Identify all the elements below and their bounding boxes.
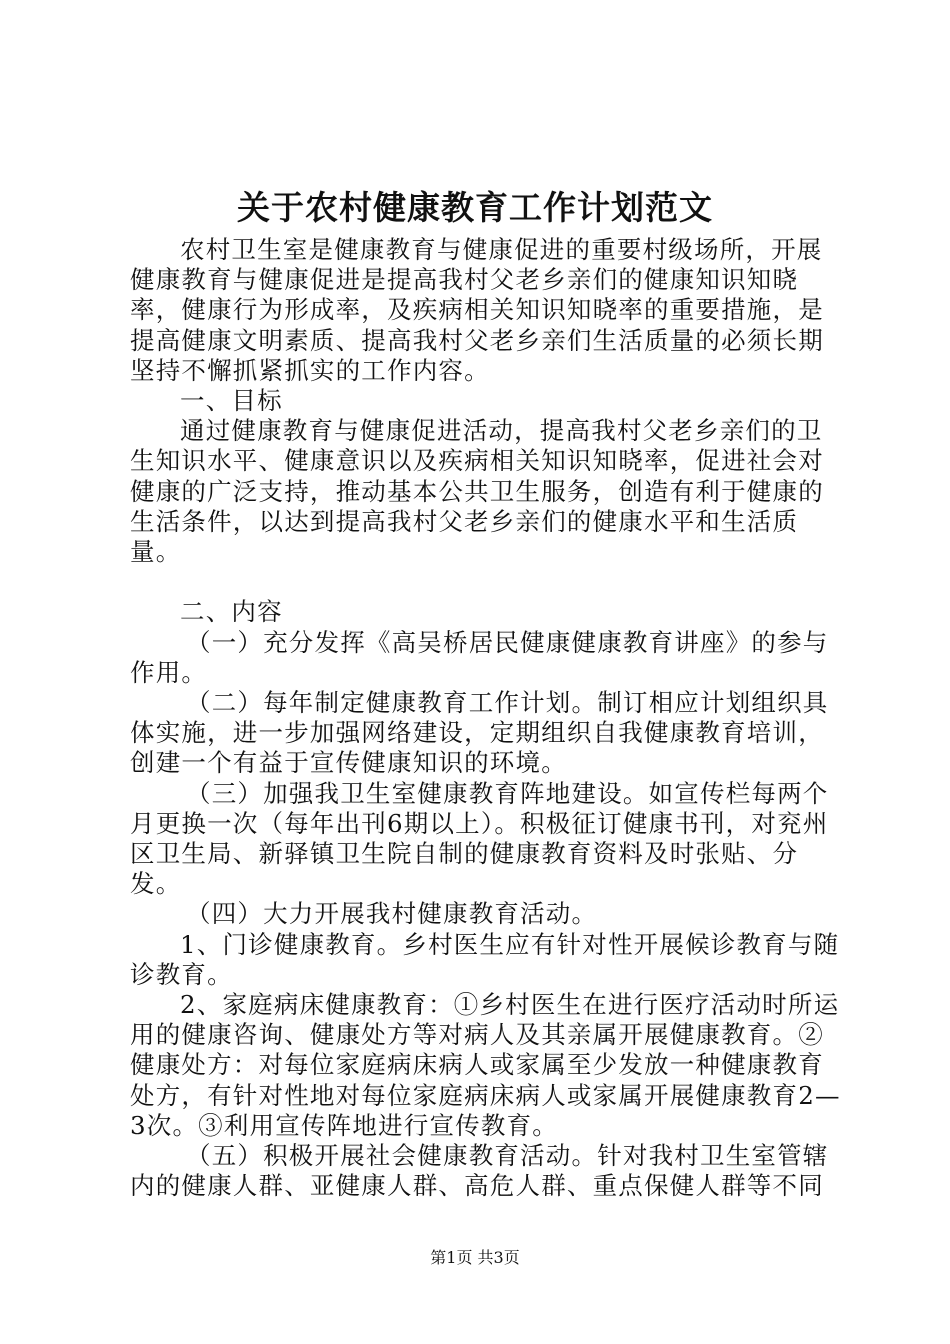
heading-content: 二、内容 <box>180 597 283 627</box>
paragraph-item-1: （一）充分发挥《高吴桥居民健康健康教育讲座》的参与作用。 <box>130 627 829 687</box>
paragraph-spacer <box>130 567 842 597</box>
paragraph-subitem-2: 2、家庭病床健康教育：①乡村医生在进行医疗活动时所运用的健康咨询、健康处方等对病人及其亲属开展健康教育。②健康处方：对每位家庭病床病人或家属至少发放一种健康教育处方，有针对性地对每位家庭病床病人或家属开展健康教育2—3次。③利用宣传阵地进行宣传教育。 <box>130 990 841 1140</box>
paragraph-item-2: （二）每年制定健康教育工作计划。制订相应计划组织具体实施，进一步加强网络建设，定期组织自我健康教育培训，创建一个有益于宣传健康知识的环境。 <box>130 688 829 778</box>
paragraph-item-5: （五）积极开展社会健康教育活动。针对我村卫生室管辖内的健康人群、亚健康人群、高危人群、重点保健人群等不同 <box>130 1141 829 1201</box>
paragraph-item-4: （四）大力开展我村健康教育活动。 <box>186 899 598 929</box>
paragraph-intro: 农村卫生室是健康教育与健康促进的重要村级场所，开展健康教育与健康促进是提高我村父老乡亲们的健康知识知晓率，健康行为形成率，及疾病相关知识知晓率的重要措施，是提高健康文明素质、提高我村父老乡亲们生活质量的必须长期坚持不懈抓紧抓实的工作内容。 <box>130 235 824 385</box>
page-number-footer: 第1页 共3页 <box>430 1248 520 1267</box>
paragraph-item-3: （三）加强我卫生室健康教育阵地建设。如宣传栏每两个月更换一次（每年出刊6期以上）。积极征订健康书刊，对兖州区卫生局、新驿镇卫生院自制的健康教育资料及时张贴、分发。 <box>130 778 829 899</box>
document-title: 关于农村健康教育工作计划范文 <box>237 188 713 227</box>
paragraph-goals: 通过健康教育与健康促进活动，提高我村父老乡亲们的卫生知识水平、健康意识以及疾病相关知识知晓率，促进社会对健康的广泛支持，推动基本公共卫生服务，创造有利于健康的生活条件，以达到提高我村父老乡亲们的健康水平和生活质量。 <box>130 416 824 567</box>
document-body <box>130 235 842 1201</box>
heading-goals: 一、目标 <box>180 386 283 416</box>
paragraph-subitem-1: 1、门诊健康教育。乡村医生应有针对性开展候诊教育与随诊教育。 <box>130 929 840 989</box>
